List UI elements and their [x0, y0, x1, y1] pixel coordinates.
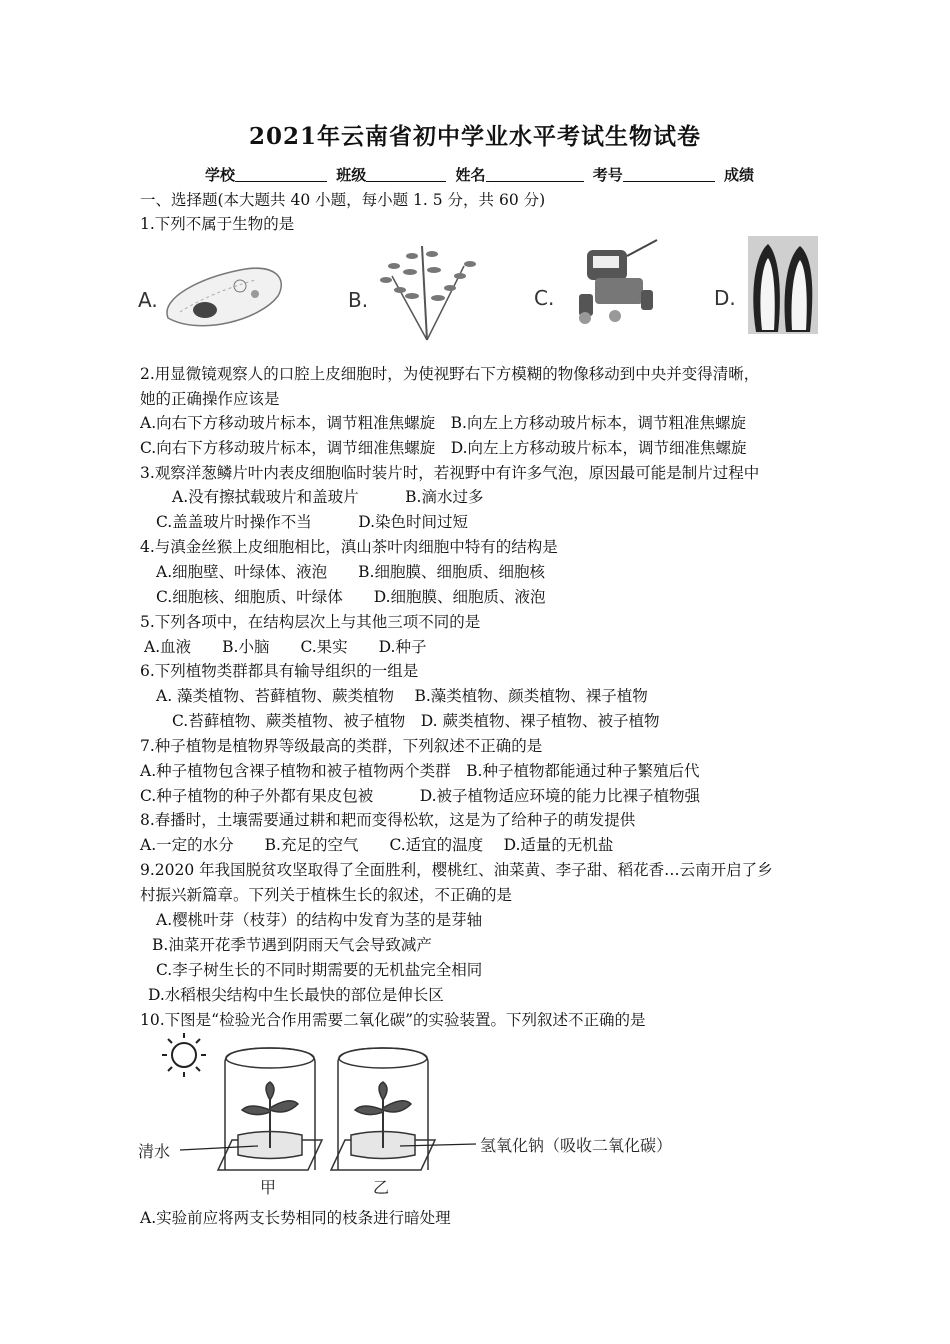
student-info-row — [205, 164, 754, 185]
q9-option-a: A.樱桃叶芽（枝芽）的结构中发育为茎的是芽轴 — [156, 911, 483, 929]
school-label: 学校 — [205, 166, 236, 184]
q9-option-b: B.油菜开花季节遇到阴雨天气会导致减产 — [152, 936, 432, 954]
q1-option-c-label: C. — [534, 286, 555, 310]
q2-options-ab: A.向右下方移动玻片标本，调节粗准焦螺旋 B.向左上方移动玻片标本，调节粗准焦螺旋 — [140, 414, 746, 432]
class-blank[interactable] — [366, 167, 446, 182]
q3-stem: 3.观察洋葱鳞片叶内表皮细胞临时装片时，若视野中有许多气泡，原因最可能是制片过程中 — [140, 464, 760, 482]
fern-plant-image — [372, 236, 482, 344]
q3-options-ab: A.没有擦拭载玻片和盖玻片 B.滴水过多 — [172, 488, 484, 506]
q4-options-ab: A.细胞壁、叶绿体、液泡 B.细胞膜、细胞质、细胞核 — [156, 563, 545, 581]
robot-dog-image — [565, 236, 665, 326]
penguins-image — [748, 236, 818, 334]
water-label: 清水 — [138, 1142, 171, 1161]
q6-options-ab: A. 藻类植物、苔藓植物、蕨类植物 B.藻类植物、颜类植物、裸子植物 — [156, 687, 648, 705]
score-label: 成绩 — [724, 166, 755, 184]
q9-stem-line-2: 村振兴新篇章。下列关于植株生长的叙述，不正确的是 — [140, 886, 513, 904]
q9-stem-line-1: 9.2020 年我国脱贫攻坚取得了全面胜利，樱桃红、油菜黄、李子甜、稻花香…云南开启了乡 — [140, 861, 773, 879]
jar-b — [331, 1048, 435, 1170]
sun-icon — [162, 1033, 206, 1077]
q10-option-a: A.实验前应将两支长势相同的枝条进行暗处理 — [140, 1209, 451, 1227]
q1-option-b-label: B. — [348, 288, 369, 312]
q8-stem: 8.春播时，土壤需要通过耕和耙而变得松软，这是为了给种子的萌发提供 — [140, 811, 636, 829]
q9-option-c: C.李子树生长的不同时期需要的无机盐完全相同 — [156, 961, 483, 979]
q5-stem: 5.下列各项中，在结构层次上与其他三项不同的是 — [140, 613, 481, 631]
question-1-stem: 1.下列不属于生物的是 — [140, 215, 295, 233]
q2-options-cd: C.向右下方移动玻片标本，调节细准焦螺旋 D.向左上方移动玻片标本，调节细准焦螺旋 — [140, 439, 747, 457]
naoh-label: 氢氧化钠（吸收二氧化碳） — [480, 1136, 673, 1155]
q1-option-a-label: A. — [138, 288, 158, 312]
name-blank[interactable] — [486, 167, 584, 182]
name-label: 姓名 — [455, 166, 486, 184]
q4-stem: 4.与滇金丝猴上皮细胞相比，滇山茶叶肉细胞中特有的结构是 — [140, 538, 558, 556]
paramecium-image — [160, 258, 290, 338]
q7-options-cd: C.种子植物的种子外都有果皮包被 D.被子植物适应环境的能力比裸子植物强 — [140, 787, 701, 805]
q10-stem: 10.下图是“检验光合作用需要二氧化碳”的实验装置。下列叙述不正确的是 — [140, 1011, 646, 1029]
photosynthesis-experiment-figure — [130, 1030, 710, 1200]
q7-options-ab: A.种子植物包含裸子植物和被子植物两个类群 B.种子植物都能通过种子繁殖后代 — [140, 762, 700, 780]
q9-option-d: D.水稻根尖结构中生长最快的部位是伸长区 — [148, 986, 444, 1004]
class-label: 班级 — [336, 166, 367, 184]
page-title: 2021年云南省初中学业水平考试生物试卷 — [248, 123, 701, 150]
q3-options-cd: C.盖盖玻片时操作不当 D.染色时间过短 — [156, 513, 469, 531]
exam-no-blank[interactable] — [623, 167, 715, 182]
exam-no-label: 考号 — [592, 166, 623, 184]
q6-stem: 6.下列植物类群都具有输导组织的一组是 — [140, 662, 419, 680]
q5-options: A.血液 B.小脑 C.果实 D.种子 — [144, 638, 427, 656]
q8-options: A.一定的水分 B.充足的空气 C.适宜的温度 D.适量的无机盐 — [140, 836, 614, 854]
q6-options-cd: C.苔藓植物、蕨类植物、被子植物 D. 蕨类植物、裸子植物、被子植物 — [172, 712, 660, 730]
q2-line-1: 2.用显微镜观察人的口腔上皮细胞时，为使视野右下方模糊的物像移动到中央并变得清晰， — [140, 365, 760, 383]
q4-options-cd: C.细胞核、细胞质、叶绿体 D.细胞膜、细胞质、液泡 — [156, 588, 546, 606]
q1-option-d-label: D. — [714, 286, 736, 310]
jar-b-label: 乙 — [373, 1178, 390, 1197]
section-heading: 一、选择题(本大题共 40 小题，每小题 1. 5 分，共 60 分) — [140, 191, 546, 209]
school-blank[interactable] — [235, 167, 327, 182]
q2-line-2: 她的正确操作应该是 — [140, 390, 280, 408]
jar-a-label: 甲 — [260, 1178, 277, 1197]
q7-stem: 7.种子植物是植物界等级最高的类群，下列叙述不正确的是 — [140, 737, 543, 755]
jar-a — [218, 1048, 322, 1170]
